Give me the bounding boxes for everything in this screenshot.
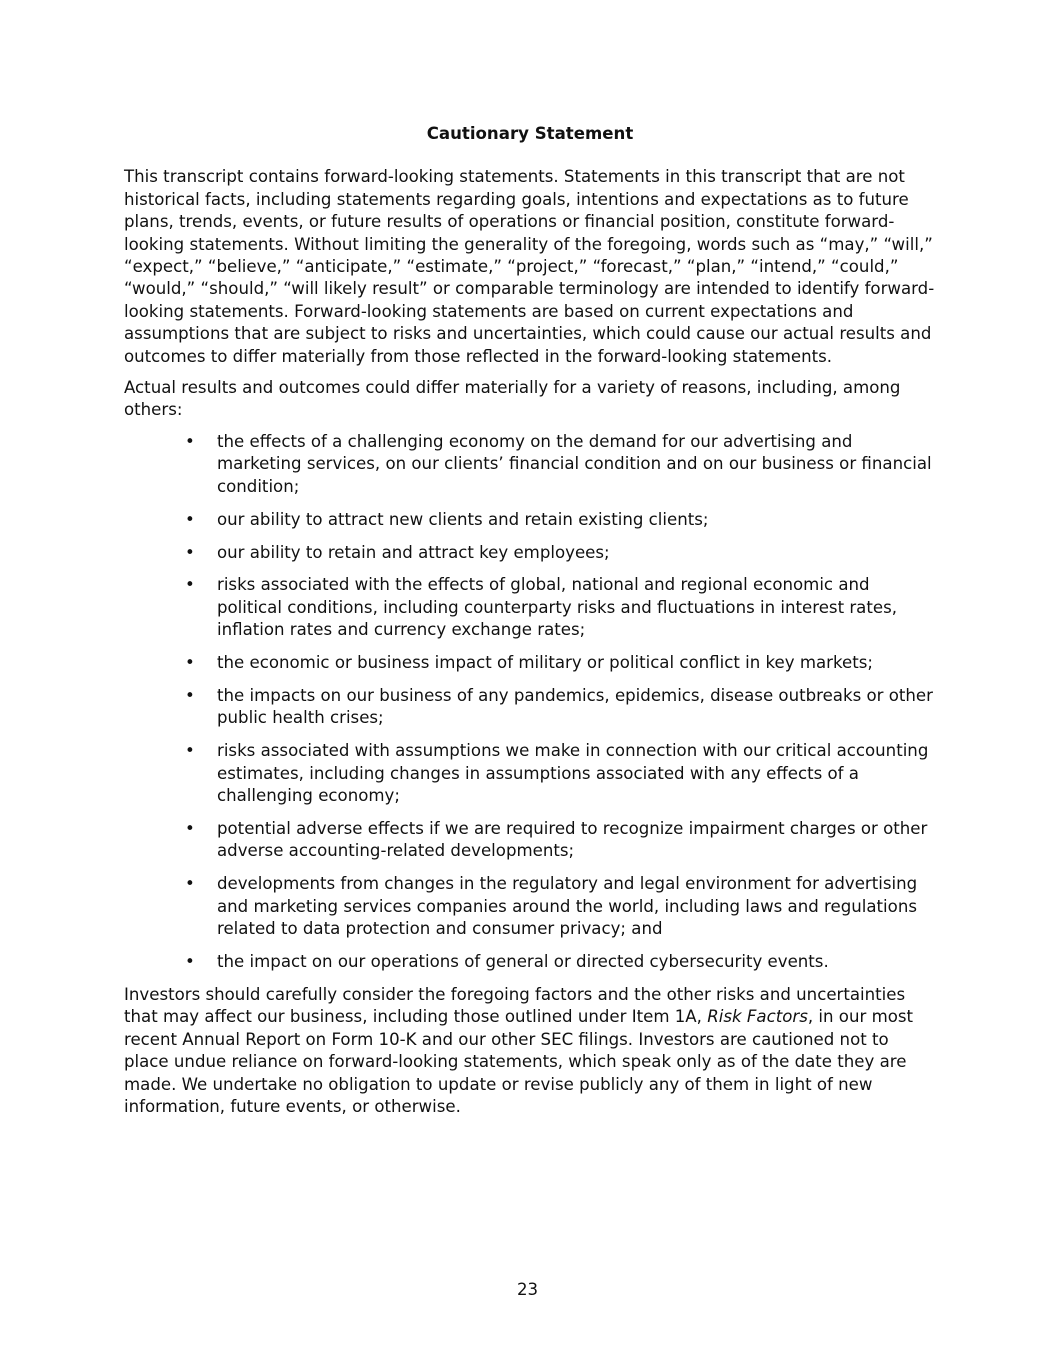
page-number: 23 bbox=[516, 1280, 539, 1299]
intro-paragraph: This transcript contains forward-looking statements. Statements in this transcript that are not historical facts, including statements regarding goals, intentions and expectations as to future plans, trends, events, or future results of operations or financial position, constitute forward-looking statements. Without limiting the generality of the foregoing, words such as “may,” “will,” “expect,” “believe,” “anticipate,” “estimate,” “project,” “forecast,” “plan,” “intend,” “could,” “would,” “should,” “will likely result” or comparable terminology are intended to identify forward-looking statements. Forward-looking statements are based on current expectations and assumptions that are subject to risks and uncertainties, which could cause our actual results and outcomes to differ materially from those reflected in the forward-looking statements. bbox=[124, 167, 935, 366]
list-item-text: the economic or business impact of military or political conflict in key markets; bbox=[217, 653, 873, 673]
closing-text-2: , in our most recent Annual Report on Form 10-K and our other SEC filings. Investors are cautioned not to place undue reliance on forward-looking statements, which speak only as of the date they are made. We undertake no obligation to update or revise publicly any of them in light of new information, future events, or otherwise. bbox=[124, 1007, 914, 1117]
bullet-icon: • bbox=[185, 509, 195, 529]
bullet-icon: • bbox=[185, 952, 195, 972]
list-item-text: the impacts on our business of any pandemics, epidemics, disease outbreaks or other public health crises; bbox=[217, 686, 933, 728]
bullet-icon: • bbox=[185, 741, 195, 761]
bullet-icon: • bbox=[185, 575, 195, 595]
list-item-text: the impact on our operations of general or directed cybersecurity events. bbox=[217, 952, 829, 972]
list-item-text: our ability to retain and attract key employees; bbox=[217, 542, 610, 562]
bullet-icon: • bbox=[185, 819, 195, 839]
closing-paragraph bbox=[124, 984, 936, 1118]
list-item bbox=[124, 574, 936, 641]
list-item-text: developments from changes in the regulatory and legal environment for advertising and marketing services companies around the world, including laws and regulations related to data protection and consumer privacy; and bbox=[217, 874, 918, 939]
bullet-icon: • bbox=[185, 874, 195, 894]
closing-text-1: Investors should carefully consider the foregoing factors and the other risks and uncertainties that may affect our business, including those outlined under Item 1A, bbox=[124, 985, 906, 1027]
bullet-icon: • bbox=[185, 431, 195, 451]
list-item bbox=[124, 951, 936, 973]
list-item bbox=[124, 873, 936, 940]
list-item-text: risks associated with assumptions we make in connection with our critical accounting estimates, including changes in assumptions associated with any effects of a challenging economy; bbox=[217, 741, 929, 806]
list-item bbox=[124, 542, 936, 564]
list-item-text: potential adverse effects if we are required to recognize impairment charges or other adverse accounting-related developments; bbox=[217, 819, 928, 861]
list-item-text: our ability to attract new clients and retain existing clients; bbox=[217, 509, 709, 529]
document-page bbox=[124, 123, 936, 1127]
list-item bbox=[124, 740, 936, 807]
bullet-icon: • bbox=[185, 653, 195, 673]
section-title: Cautionary Statement bbox=[426, 124, 634, 143]
reasons-paragraph: Actual results and outcomes could differ materially for a variety of reasons, including, among others: bbox=[124, 378, 901, 420]
list-item bbox=[124, 431, 936, 498]
list-item bbox=[124, 685, 936, 730]
bullet-icon: • bbox=[185, 542, 195, 562]
risk-factor-list bbox=[124, 431, 936, 974]
risk-factors-reference: Risk Factors bbox=[707, 1007, 808, 1027]
list-item bbox=[124, 652, 936, 674]
bullet-icon: • bbox=[185, 686, 195, 706]
list-item-text: the effects of a challenging economy on the demand for our advertising and marketing services, on our clients’ financial condition and on our business or financial condition; bbox=[217, 431, 932, 496]
list-item bbox=[124, 818, 936, 863]
list-item bbox=[124, 509, 936, 531]
list-item-text: risks associated with the effects of global, national and regional economic and political conditions, including counterparty risks and fluctuations in interest rates, inflation rates and currency exchange rates; bbox=[217, 575, 897, 640]
